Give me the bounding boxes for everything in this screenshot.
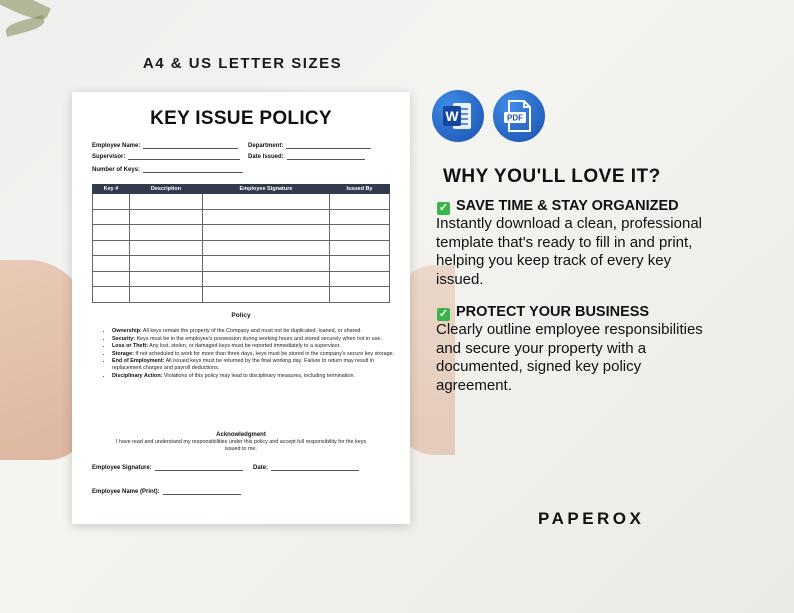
column-header: Description bbox=[130, 185, 203, 194]
acknowledgment-text: I have read and understand my responsibilities under this policy and accept full responsibility for the keys issued to me. bbox=[115, 439, 367, 452]
table-row bbox=[93, 209, 390, 225]
why-heading: WHY YOU'LL LOVE IT? bbox=[443, 166, 661, 187]
feature-description-save-time: Instantly download a clean, professional template that's ready to fill in and print, helping you keep track of every key issued. bbox=[436, 215, 703, 288]
column-header: Key # bbox=[93, 185, 130, 194]
key-table bbox=[92, 184, 390, 303]
table-row bbox=[93, 240, 390, 256]
feature-title-save-time: ✓ SAVE TIME & STAY ORGANIZED bbox=[438, 198, 679, 214]
brand-logo: PAPEROX bbox=[538, 509, 645, 528]
column-header: Employee Signature bbox=[203, 185, 330, 194]
feature-description-protect-business: Clearly outline employee responsibilities and secure your property with a documented, signed key policy agreement. bbox=[436, 321, 703, 394]
document-title: KEY ISSUE POLICY bbox=[150, 108, 332, 129]
check-icon: ✓ bbox=[438, 202, 449, 214]
acknowledgment-heading: Acknowledgment bbox=[216, 432, 266, 438]
word-icon bbox=[432, 90, 484, 142]
policy-item: • Loss or Theft: Any lost, stolen, or damaged keys must be reported immediately to a supervisor. bbox=[112, 343, 398, 350]
table-row bbox=[93, 194, 390, 210]
table-row bbox=[93, 287, 390, 303]
employee-name-field: Employee Name: bbox=[92, 142, 238, 149]
supervisor-field: Supervisor: bbox=[92, 153, 240, 160]
feature-title-protect-business: ✓ PROTECT YOUR BUSINESS bbox=[438, 304, 650, 320]
svg-text:PDF: PDF bbox=[507, 113, 523, 123]
department-field: Department: bbox=[248, 142, 371, 149]
table-row bbox=[93, 256, 390, 272]
svg-text:W: W bbox=[445, 108, 459, 124]
employee-signature-field: Employee Signature: bbox=[92, 464, 243, 471]
check-icon: ✓ bbox=[438, 308, 449, 320]
policy-item: • Storage: If not scheduled to work for more than three days, keys must be stored in the company's secure key storage. bbox=[112, 351, 398, 358]
policy-item: • Ownership: All keys remain the property of the Company and must not be duplicated, loaned, or shared. bbox=[112, 328, 398, 335]
policy-item: • Disciplinary Action: Violations of this policy may lead to disciplinary measures, including termination. bbox=[112, 373, 398, 380]
number-of-keys-field: Number of Keys: bbox=[92, 166, 243, 173]
policy-heading: Policy bbox=[231, 312, 251, 319]
policy-list bbox=[102, 328, 398, 380]
table-row bbox=[93, 225, 390, 241]
employee-name-print-field: Employee Name (Print): bbox=[92, 488, 241, 495]
sizes-label: A4 & US LETTER SIZES bbox=[142, 55, 343, 72]
table-row bbox=[93, 271, 390, 287]
date-issued-field: Date Issued: bbox=[248, 153, 365, 160]
policy-item: • Security: Keys must be in the employee's possession during working hours and stored securely when not in use. bbox=[112, 336, 398, 343]
pdf-icon bbox=[493, 90, 545, 142]
column-header: Issued By bbox=[330, 185, 390, 194]
signature-date-field: Date: bbox=[253, 464, 359, 471]
plant-leaf-decoration bbox=[4, 15, 46, 37]
policy-item: • End of Employment: All issued keys must be returned by the final working day. Failure to return may result in replacement charges and payroll deductions. bbox=[112, 358, 398, 371]
document-sheet bbox=[72, 92, 410, 524]
